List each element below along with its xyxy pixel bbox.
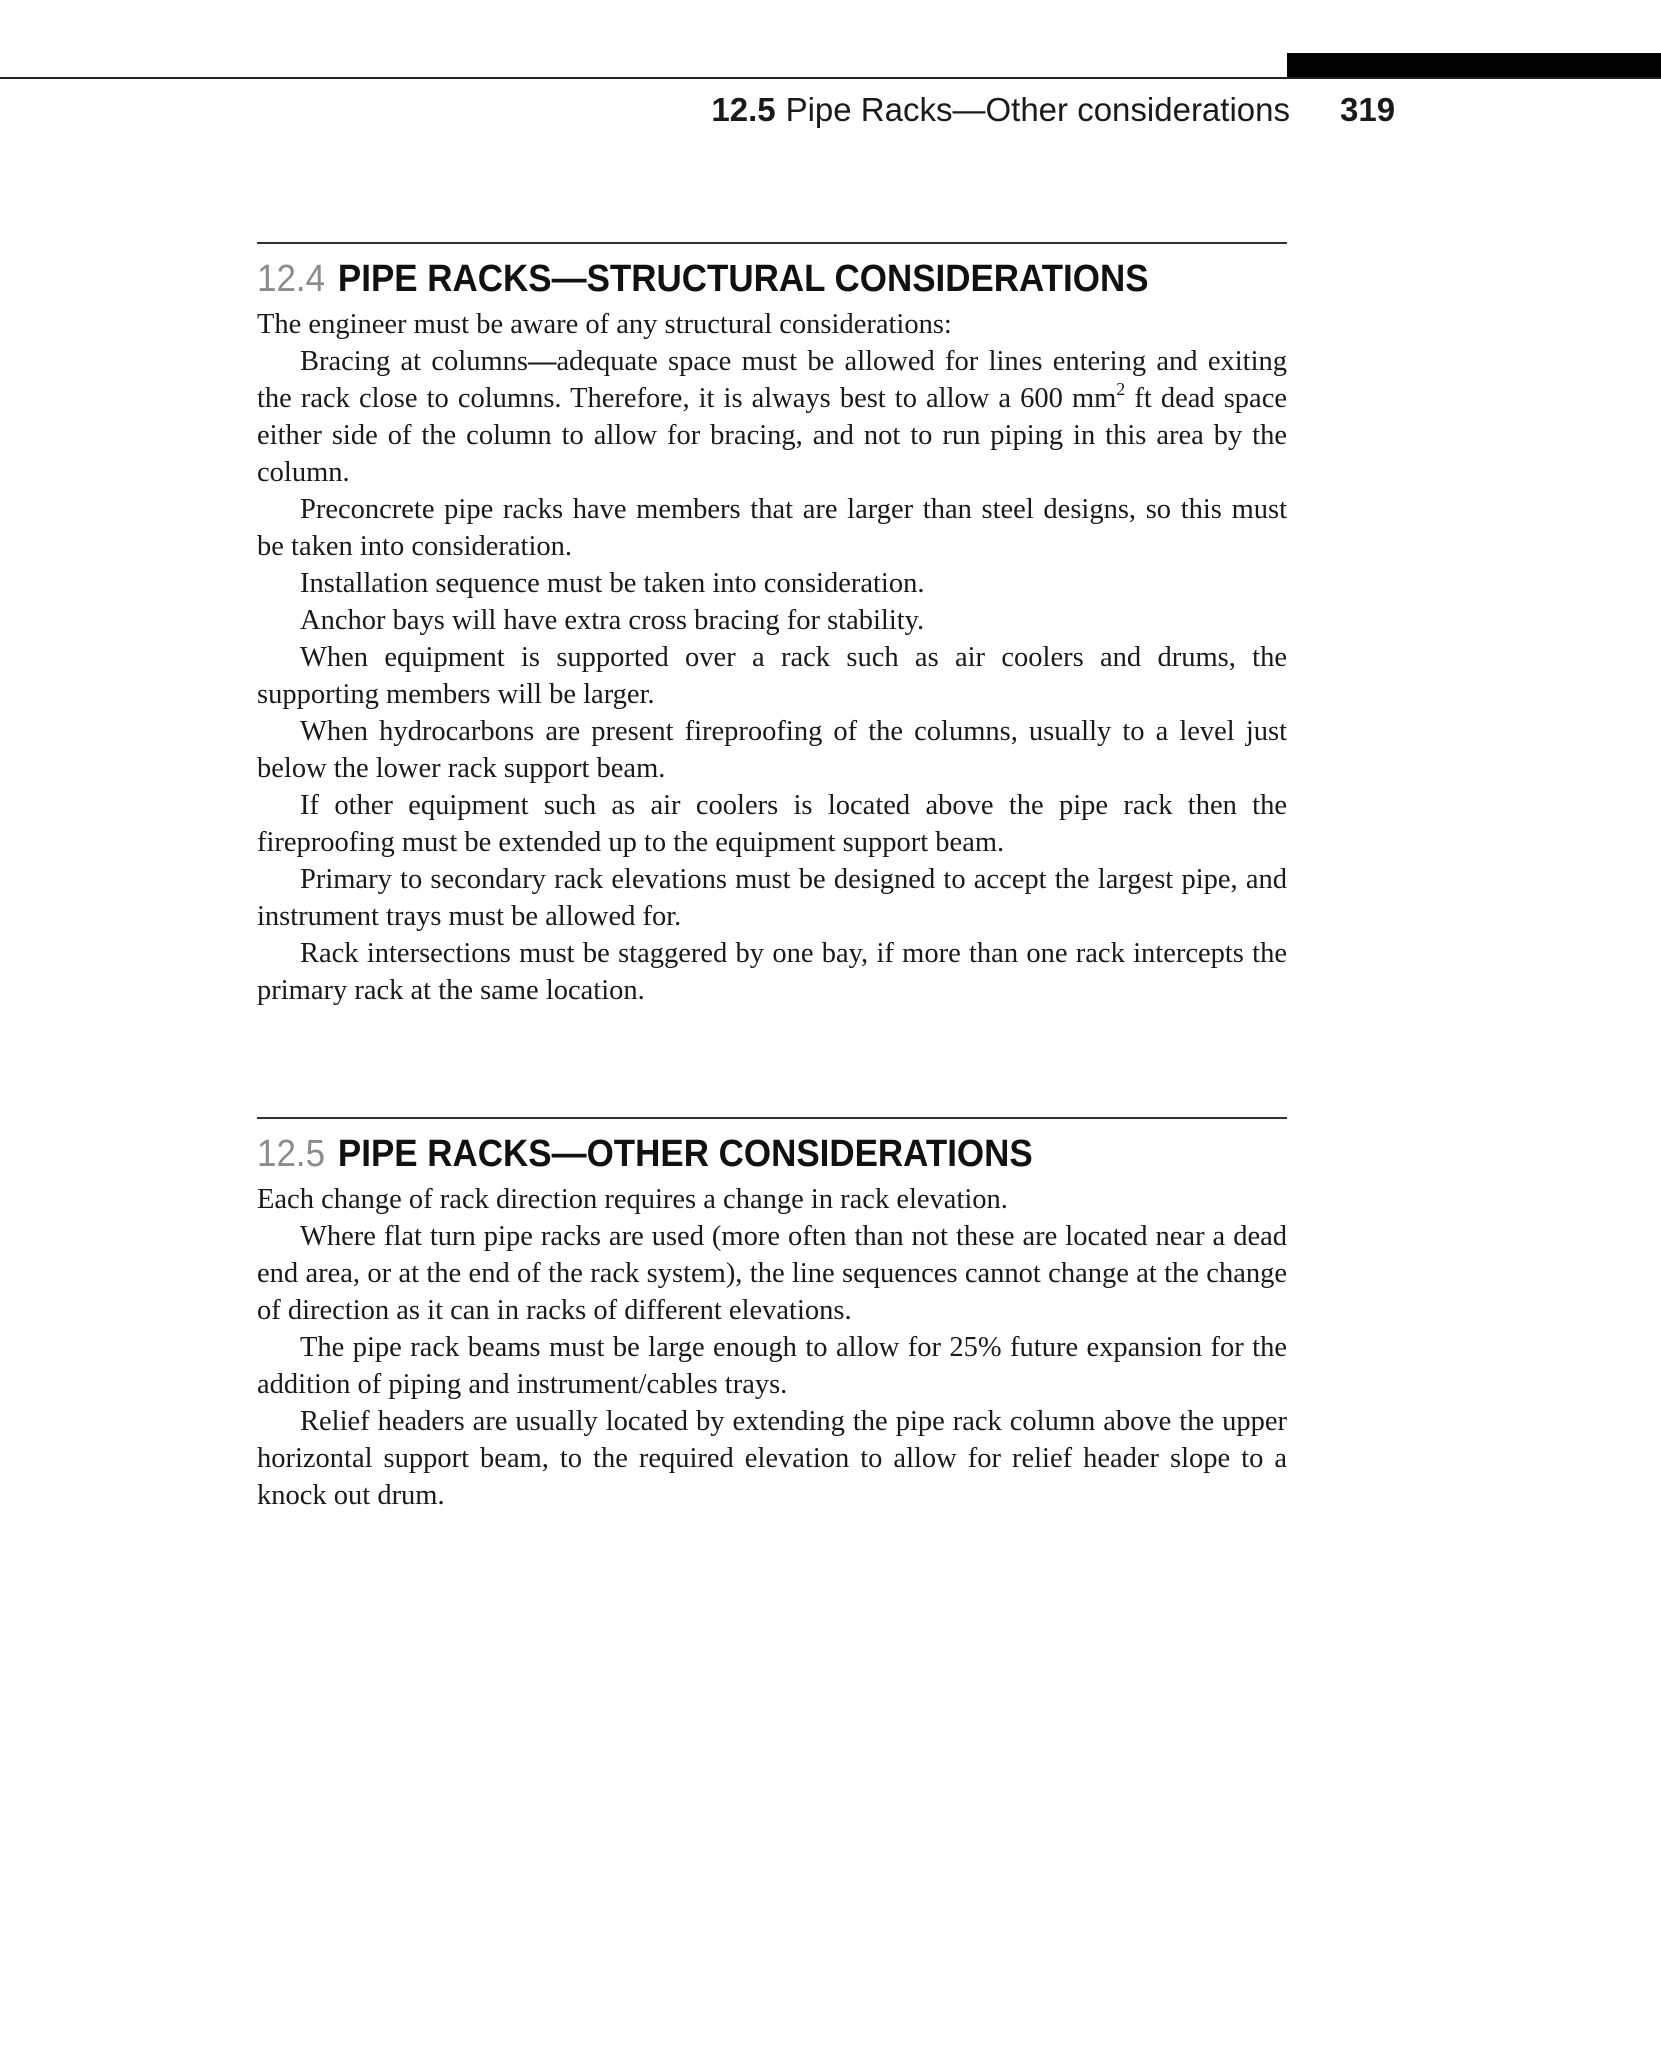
running-head: [0, 88, 1290, 132]
paragraph: Preconcrete pipe racks have members that are larger than steel designs, so this must be taken into consideration.: [257, 494, 1287, 562]
paragraph-text: adequate space must be allowed for lines entering and exiting the rack close to columns. Therefore, it is always best to allow a 600 mm: [257, 346, 1287, 414]
paragraph-text: ft dead space either side of the column to allow for bracing, and not to run piping in this area by the column.: [257, 383, 1287, 488]
section-title: PIPE RACKS—STRUCTURAL CONSIDERATIONS: [337, 258, 1149, 300]
paragraph: The pipe rack beams must be large enough to allow for 25% future expansion for the addition of piping and instrument/cables trays.: [257, 1332, 1287, 1400]
superscript: 2: [1116, 379, 1126, 399]
section-12-5: [257, 1117, 1287, 1514]
header-rule: [0, 77, 1661, 79]
paragraph: Anchor bays will have extra cross bracing for stability.: [300, 605, 925, 636]
paragraph: Primary to secondary rack elevations must be designed to accept the largest pipe, and instrument trays must be allowed for.: [257, 864, 1287, 932]
paragraph: Rack intersections must be staggered by one bay, if more than one rack intercepts the primary rack at the same location.: [257, 938, 1287, 1006]
section-rule: [257, 1117, 1287, 1119]
paragraph: When equipment is supported over a rack such as air coolers and drums, the supporting members will be larger.: [257, 642, 1287, 710]
section-number: 12.4: [257, 258, 326, 300]
paragraph: Where flat turn pipe racks are used (more often than not these are located near a dead end area, or at the end of the rack system), the line sequences cannot change at the change of direction as it can in racks of different elevations.: [257, 1221, 1287, 1326]
running-head-section-number: 12.5: [711, 91, 776, 128]
paragraph-bracing: [257, 343, 1287, 491]
section-title: PIPE RACKS—OTHER CONSIDERATIONS: [337, 1133, 1033, 1175]
section-heading: [257, 1131, 1205, 1177]
em-dash: —: [527, 346, 557, 377]
paragraph-lead: Bracing at columns: [300, 346, 528, 377]
paragraph: When hydrocarbons are present fireproofing of the columns, usually to a level just below the lower rack support beam.: [257, 716, 1287, 784]
intro-paragraph: Each change of rack direction requires a change in rack elevation.: [257, 1184, 1008, 1215]
page-number: 319: [1340, 91, 1396, 128]
paragraph: Installation sequence must be taken into consideration.: [300, 568, 925, 599]
section-number: 12.5: [257, 1133, 326, 1175]
paragraph: Relief headers are usually located by extending the pipe rack column above the upper horizontal support beam, to the required elevation to allow for relief header slope to a knock out drum.: [257, 1406, 1287, 1511]
section-12-4: [257, 242, 1287, 1009]
paragraph: If other equipment such as air coolers is located above the pipe rack then the fireproofing must be extended up to the equipment support beam.: [257, 790, 1287, 858]
section-heading: [257, 256, 1205, 302]
section-body: [257, 1181, 1287, 1514]
header-black-bar: [1287, 53, 1661, 79]
running-head-section-title: Pipe Racks—Other considerations: [785, 91, 1290, 128]
intro-paragraph: The engineer must be aware of any structural considerations:: [257, 309, 952, 340]
section-rule: [257, 242, 1287, 244]
section-body: [257, 306, 1287, 1009]
